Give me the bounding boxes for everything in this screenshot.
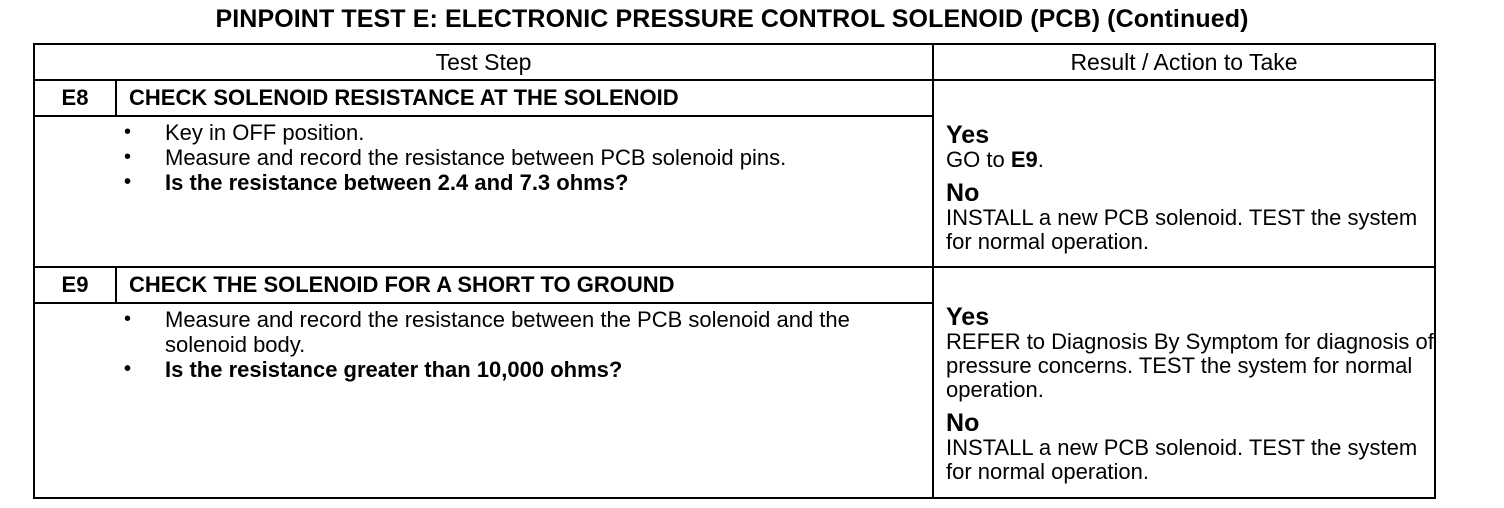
- no-action: INSTALL a new PCB solenoid. TEST the system for normal operation.: [946, 204, 1418, 254]
- page-title: PINPOINT TEST E: ELECTRONIC PRESSURE CONTROL SOLENOID (PCB) (Continued): [215, 5, 1249, 33]
- step-bullet: • Key in OFF position.: [116, 120, 932, 145]
- yes-action: REFER to Diagnosis By Symptom for diagnosis of pressure concerns. TEST the system for normal operation.: [946, 329, 1434, 402]
- step-question: • Is the resistance greater than 10,000 ohms?: [116, 357, 932, 382]
- step-bullet-list: [116, 120, 932, 195]
- step-bullet-list: [116, 307, 932, 382]
- step-id: E9: [34, 267, 116, 303]
- step-title-row: [34, 80, 1435, 116]
- step-result-cell: [933, 80, 1435, 267]
- step-bullet: • Measure and record the resistance between PCB solenoid pins.: [116, 145, 932, 170]
- step-result-cell: [933, 267, 1435, 498]
- step-question: • Is the resistance between 2.4 and 7.3 ohms?: [116, 170, 932, 195]
- no-label: No: [946, 409, 980, 437]
- yes-label: Yes: [946, 120, 990, 149]
- step-body: [116, 303, 933, 498]
- yes-label: Yes: [946, 303, 990, 331]
- step-link: E9: [1010, 146, 1038, 172]
- no-action: INSTALL a new PCB solenoid. TEST the system for normal operation.: [946, 435, 1418, 484]
- yes-action: GO to E9.: [946, 146, 1044, 172]
- pinpoint-test-table: [33, 43, 1436, 499]
- column-header-test-step: Test Step: [34, 44, 933, 80]
- step-body-spacer: [34, 303, 116, 498]
- step-title: CHECK THE SOLENOID FOR A SHORT TO GROUND: [116, 267, 933, 303]
- no-label: No: [946, 178, 980, 207]
- step-body: [116, 116, 933, 267]
- step-title-row: [34, 267, 1435, 303]
- step-id: E8: [34, 80, 116, 116]
- column-header-result: Result / Action to Take: [933, 44, 1435, 80]
- step-bullet: • Measure and record the resistance between the PCB solenoid and the solenoid body.: [116, 307, 932, 357]
- step-title: CHECK SOLENOID RESISTANCE AT THE SOLENOID: [116, 80, 933, 116]
- table-header-row: [34, 44, 1435, 80]
- step-body-spacer: [34, 116, 116, 267]
